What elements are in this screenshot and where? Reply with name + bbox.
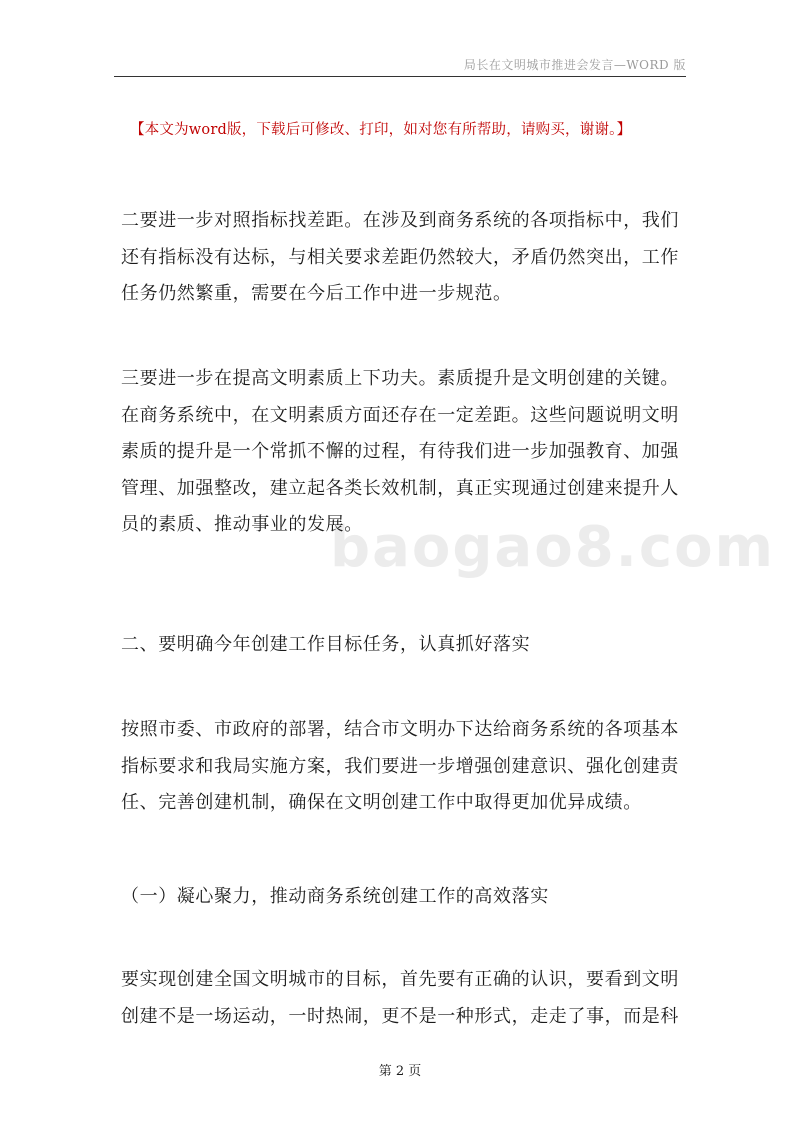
- purchase-notice: 【本文为word版，下载后可修改、打印，如对您有所帮助，请购买，谢谢。】: [130, 122, 632, 138]
- page-header-title: 局长在文明城市推进会发言—WORD 版: [463, 58, 686, 72]
- paragraph-2: 三要进一步在提高文明素质上下功夫。素质提升是文明创建的关键。在商务系统中，在文明素质方面还存在一定差距。这些问题说明文明素质的提升是一个常抓不懈的过程，有待我们进一步加强教育、加强管理、加强整改，建立起各类长效机制，真正实现通过创建来提升人员的素质、推动事业的发展。: [121, 368, 679, 535]
- paragraph-1: 二要进一步对照指标找差距。在涉及到商务系统的各项指标中，我们还有指标没有达标，与相关要求差距仍然较大，矛盾仍然突出，工作任务仍然繁重，需要在今后工作中进一步规范。: [121, 210, 679, 304]
- paragraph-3: 按照市委、市政府的部署，结合市文明办下达给商务系统的各项基本指标要求和我局实施方案，我们要进一步增强创建意识、强化创建责任、完善创建机制，确保在文明创建工作中取得更加优异成绩。: [121, 719, 679, 813]
- subsection-heading-1: （一）凝心聚力，推动商务系统创建工作的高效落实: [121, 886, 549, 907]
- paragraph-4: 要实现创建全国文明城市的目标，首先要有正确的认识，要看到文明创建不是一场运动，一时热闹，更不是一种形式，走走了事，而是科: [121, 969, 679, 1027]
- header-divider: [114, 76, 686, 77]
- section-heading-2: 二、要明确今年创建工作目标任务，认真抓好落实: [121, 634, 531, 655]
- page-number: 第 2 页: [378, 1064, 422, 1079]
- watermark: baogao8.com: [330, 515, 775, 580]
